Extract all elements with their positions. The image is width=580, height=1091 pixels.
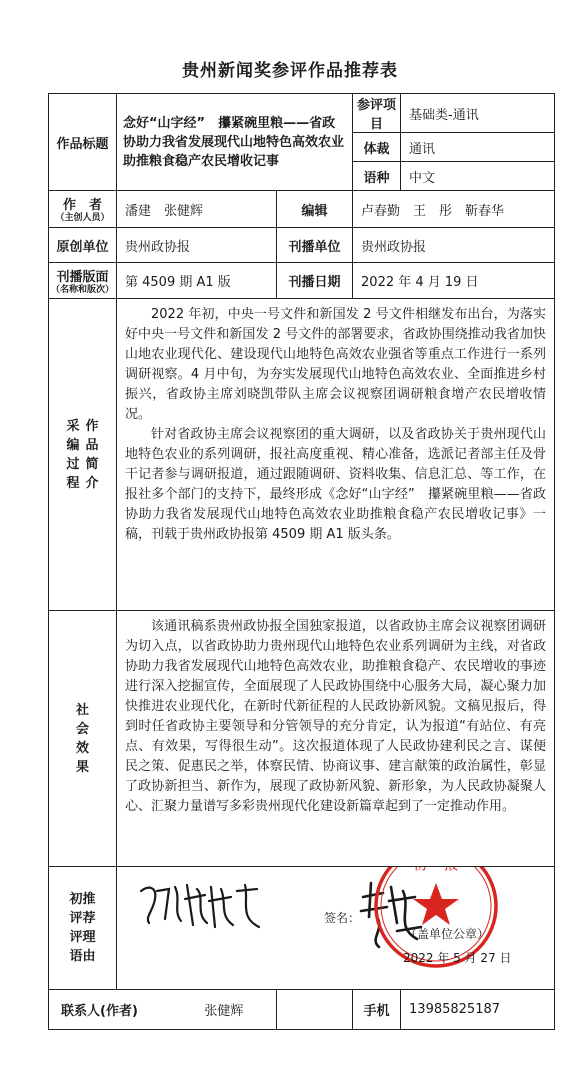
label-category: 参评项目 xyxy=(353,94,401,133)
orig-unit-value: 贵州政协报 xyxy=(117,228,277,263)
process-char: 简 xyxy=(85,456,99,472)
language-value: 中文 xyxy=(401,162,555,191)
process-char: 过 xyxy=(66,456,80,472)
label-author-sub: （主创人员） xyxy=(55,213,110,223)
layout-value: 第 4509 期 A1 版 xyxy=(117,263,277,299)
authors-value: 潘建 张健辉 xyxy=(117,191,277,228)
effect-char: 社 xyxy=(75,702,89,718)
process-char: 作 xyxy=(85,418,99,434)
label-review xyxy=(49,867,117,990)
seal-note: （盖单位公章） xyxy=(405,927,490,941)
label-orig-unit: 原创单位 xyxy=(49,228,117,263)
review-chars: 语由 xyxy=(69,949,96,964)
handwritten-signature xyxy=(135,877,265,933)
label-pub-unit: 刊播单位 xyxy=(277,228,353,263)
label-layout-sub: （名称和版次） xyxy=(50,284,114,295)
pub-unit-value: 贵州政协报 xyxy=(353,228,555,263)
process-paragraph: 针对省政协主席会议视察团的重大调研，以及省政协关于贵州现代山地特色农业的系列调研，报社高度重视、精心准备，选派记者部主任及骨干记者参与调研报道，通过跟随调研、资料收集、信息汇总、等工作，在报社多个部门的支持下，最终形成《念好“山字经” 攥紧碗里粮——省政协助力我省发展现代山地特色高效农业助推粮食稳产农民增收记事》一稿，刊载于贵州政协报第 4509 期 A1 版头条。 xyxy=(125,427,547,542)
process-char: 程 xyxy=(66,475,80,491)
review-content xyxy=(117,855,555,990)
label-contact xyxy=(49,990,277,1030)
signature-label: 签名： xyxy=(324,911,361,925)
signature-date: 2022 年 5 月 27 日 xyxy=(403,951,512,965)
label-editor: 编辑 xyxy=(277,191,353,228)
process-char: 采 xyxy=(66,418,80,434)
recommendation-form xyxy=(48,93,555,1030)
contact-name: 张健辉 xyxy=(204,1004,244,1019)
process-char: 品 xyxy=(85,437,99,453)
genre-value: 通讯 xyxy=(401,133,555,162)
seal-text: 协 报 xyxy=(413,855,459,873)
effect-char: 会 xyxy=(75,721,89,737)
work-headline: 念好“山字经” 攥紧碗里粮——省政协助力我省发展现代山地特色高效农业助推粮食稳产农民增收记事 xyxy=(117,94,353,191)
process-content xyxy=(117,299,555,611)
label-contact-text: 联系人(作者) xyxy=(61,1004,138,1019)
effect-char: 效 xyxy=(75,740,89,756)
label-layout-main: 刊播版面 xyxy=(56,269,109,285)
label-genre: 体裁 xyxy=(353,133,401,162)
review-chars: 评理 xyxy=(69,930,96,945)
effect-paragraph: 该通讯稿系贵州政协报全国独家报道，以省政协主席会议视察团调研为切入点，以省政协助力贵州现代山地特色农业系列调研为主线，对省政协助力我省发展现代山地特色高效农业，助推粮食稳产、农民增收的事迹进行深入挖掘宣传，全面展现了人民政协围绕中心服务大局，凝心聚力加快推进农业现代化，在新时代新征程的人民政协新风貌。文稿见报后，得到时任省政协主要领导和分管领导的充分肯定，认为报道“有站位、有亮点、有效果，写得很生动”。这次报道体现了人民政协建利民之言、谋便民之策、促惠民之举，体察民情、协商议事、建言献策的政治属性，彰显了政协新担当、新作为，展现了政协新风貌、新形象，为人民政协凝聚人心、汇聚力量谱写多彩贵州现代化建设新篇章起到了一定推动作用。 xyxy=(125,619,547,814)
category-value: 基础类-通讯 xyxy=(401,94,555,133)
process-paragraph: 2022 年初，中央一号文件和新国发 2 号文件相继发布出台，为落实好中央一号文件和新国发 2 号文件的部署要求，省政协围绕推动我省加快山地农业现代化、建设现代山地特色高效农业强省等重点工作进行一系列调研视察。4 月中旬，为夯实发展现代山地特色高效农业、全面推进乡村振兴，省政协主席刘晓凯带队主席会议视察团调研粮食增产农民增收情况。 xyxy=(125,307,547,422)
label-work-title: 作品标题 xyxy=(49,94,117,191)
effect-char: 果 xyxy=(75,759,89,775)
process-char: 编 xyxy=(66,437,80,453)
effect-content xyxy=(117,611,555,867)
label-pub-date: 刊播日期 xyxy=(277,263,353,299)
document-title: 贵州新闻奖参评作品推荐表 xyxy=(182,61,398,81)
contact-spacer xyxy=(277,990,353,1030)
review-chars: 评荐 xyxy=(69,911,96,926)
label-layout xyxy=(49,263,117,299)
phone-value: 13985825187 xyxy=(401,990,555,1030)
label-effect xyxy=(49,611,117,867)
pub-date-value: 2022 年 4 月 19 日 xyxy=(353,263,555,299)
process-char: 介 xyxy=(85,475,99,491)
label-author-main: 作 者 xyxy=(62,198,102,213)
label-author xyxy=(49,191,117,228)
label-language: 语种 xyxy=(353,162,401,191)
editors-value: 卢春勤 王 彤 靳春华 xyxy=(353,191,555,228)
label-process xyxy=(49,299,117,611)
review-chars: 初推 xyxy=(69,892,96,907)
label-phone: 手机 xyxy=(353,990,401,1030)
